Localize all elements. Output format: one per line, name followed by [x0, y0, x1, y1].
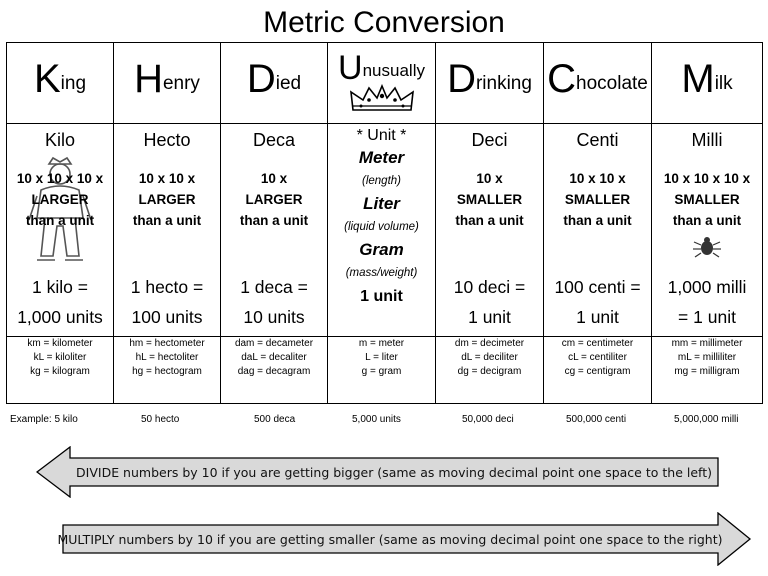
equivalence-text: 1 deca = 10 units: [240, 277, 308, 327]
example-unit: 5,000 units: [352, 414, 401, 425]
example-deca: 500 deca: [254, 414, 296, 425]
mnemonic-king: King: [7, 43, 114, 124]
abbr-hecto: hm = hectometer hL = hectoliter hg = hectogram: [114, 337, 221, 404]
crown-icon: [349, 84, 415, 114]
mnemonic-unusually: Unusually: [328, 43, 436, 124]
abbr-kilo: km = kilometer kL = kiloliter kg = kilogram: [7, 337, 114, 404]
page-title: Metric Conversion: [263, 6, 505, 39]
prefix-name: Deci: [471, 130, 508, 150]
mnemonic-henry: Henry: [114, 43, 221, 124]
example-milli: 5,000,000 milli: [674, 414, 739, 425]
multiply-arrow-text: MULTIPLY numbers by 10 if you are getting smaller (same as moving decimal point one space to the right): [57, 531, 723, 547]
prefix-row: [7, 124, 763, 337]
mnemonic-row: [7, 43, 763, 124]
conversion-table: [6, 42, 763, 404]
column-deci: Deci 10 x SMALLER than a unit 10 deci = 1 unit: [436, 124, 544, 337]
example-deci: 50,000 deci: [462, 414, 514, 425]
abbr-milli: mm = millimeter mL = milliliter mg = milligram: [652, 337, 763, 404]
prefix-name: Hecto: [143, 130, 191, 150]
unit-meter: Meter: [358, 148, 405, 167]
column-centi: Centi 10 x 10 x SMALLER than a unit 100 centi = 1 unit: [544, 124, 652, 337]
mnemonic-chocolate: Chocolate: [544, 43, 652, 124]
abbr-centi: cm = centimeter cL = centiliter cg = centigram: [544, 337, 652, 404]
equivalence-text: 1 kilo = 1,000 units: [17, 277, 103, 327]
example-row: [6, 413, 762, 427]
prefix-name: Kilo: [44, 130, 75, 150]
unit-gram: Gram: [359, 240, 404, 259]
multiply-arrow: [57, 512, 752, 566]
one-unit: 1 unit: [360, 288, 403, 305]
prefix-name: Deca: [252, 130, 296, 150]
unit-liter: Liter: [363, 194, 400, 213]
column-unit: * Unit * Meter (length) Liter (liquid volume) Gram (mass/weight) 1 unit: [328, 124, 436, 337]
column-hecto: Hecto 10 x 10 x LARGER than a unit 1 hecto = 100 units: [114, 124, 221, 337]
bug-icon: [692, 235, 722, 259]
example-kilo: Example: 5 kilo: [10, 414, 78, 425]
prefix-name: * Unit *: [356, 127, 407, 144]
equivalence-text: 1 hecto = 100 units: [130, 277, 204, 327]
abbr-unit: m = meter L = liter g = gram: [328, 337, 436, 404]
column-kilo: Kilo 10 x 10 x 10 x LARGER than a unit 1 kilo = 1,000 units: [7, 124, 114, 337]
mnemonic-drinking: Drinking: [436, 43, 544, 124]
example-centi: 500,000 centi: [566, 414, 627, 425]
equivalence-text: 10 deci = 1 unit: [453, 277, 526, 327]
column-milli: Milli 10 x 10 x 10 x SMALLER than a unit 1,000 milli = 1 unit: [652, 124, 763, 337]
prefix-name: Centi: [576, 130, 619, 150]
mnemonic-milk: Milk: [652, 43, 763, 124]
example-hecto: 50 hecto: [141, 414, 180, 425]
equivalence-text: 100 centi = 1 unit: [554, 277, 641, 327]
mnemonic-died: Died: [221, 43, 328, 124]
abbr-deca: dam = decameter daL = decaliter dag = decagram: [221, 337, 328, 404]
divide-arrow: [36, 446, 720, 498]
abbreviation-row: [7, 337, 763, 404]
prefix-name: Milli: [691, 130, 723, 150]
column-deca: Deca 10 x LARGER than a unit 1 deca = 10 units: [221, 124, 328, 337]
abbr-deci: dm = decimeter dL = deciliter dg = decigram: [436, 337, 544, 404]
divide-arrow-text: DIVIDE numbers by 10 if you are getting bigger (same as moving decimal point one space to the left): [76, 464, 712, 480]
equivalence-text: 1,000 milli = 1 unit: [667, 277, 747, 327]
